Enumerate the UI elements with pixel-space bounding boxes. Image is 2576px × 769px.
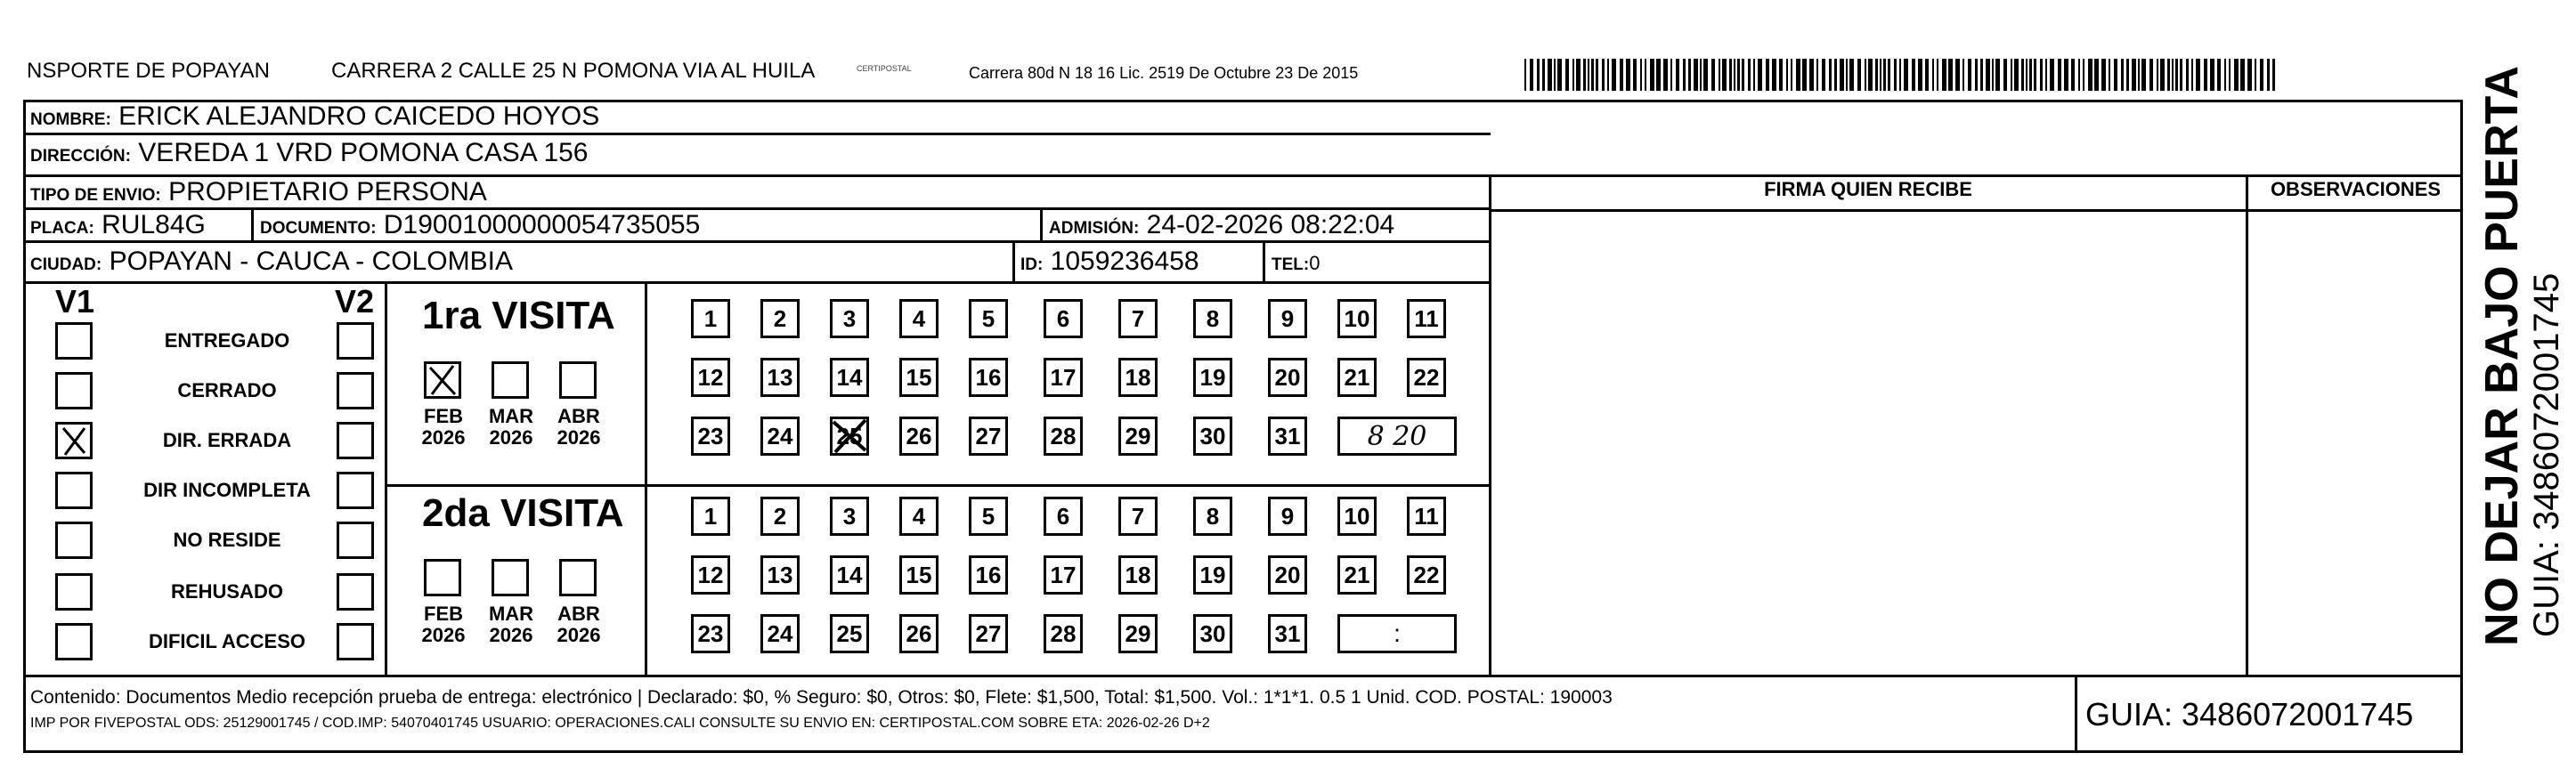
footer-imp: IMP POR FIVEPOSTAL ODS: 25129001745 / COD.IMP: 54070401745 USUARIO: OPERACIONES.CALI CONSULTE SU ENVIO EN: CERTIPOSTAL.COM SOBRE ETA: 2026-02-26 D+2 bbox=[30, 716, 1210, 731]
barcode-bar bbox=[1948, 59, 1953, 91]
first-visit-day-8[interactable]: 8 bbox=[1193, 299, 1232, 338]
ciudad-row bbox=[30, 247, 513, 277]
second-visit-day-9[interactable]: 9 bbox=[1268, 497, 1307, 536]
barcode-bar bbox=[1734, 59, 1735, 91]
side-guia: GUIA: 3486072001745 bbox=[2527, 272, 2566, 637]
barcode-bar bbox=[1694, 59, 1698, 91]
first-visit-day-9[interactable]: 9 bbox=[1268, 299, 1307, 338]
second-visit-day-3[interactable]: 3 bbox=[830, 497, 869, 536]
admision-row bbox=[1049, 210, 1394, 240]
second-visit-day-1[interactable]: 1 bbox=[691, 497, 730, 536]
barcode-bar bbox=[2240, 59, 2245, 91]
barcode-bar bbox=[2217, 59, 2221, 91]
first-visit-month-label-feb bbox=[417, 406, 470, 449]
second-visit-day-10[interactable]: 10 bbox=[1337, 497, 1377, 536]
first-visit-month-checkbox-feb[interactable] bbox=[424, 361, 461, 399]
barcode-bar bbox=[1645, 59, 1646, 91]
second-visit-day-6[interactable]: 6 bbox=[1044, 497, 1083, 536]
barcode-bar bbox=[2034, 59, 2036, 91]
barcode-bar bbox=[1719, 59, 1720, 91]
barcode-bar bbox=[2058, 59, 2061, 91]
second-visit-day-26[interactable]: 26 bbox=[899, 614, 939, 653]
direccion-row bbox=[30, 138, 589, 168]
barcode-bar bbox=[1766, 59, 1769, 91]
status-option-rehusado: REHUSADO bbox=[171, 580, 283, 603]
barcode-bar bbox=[2191, 59, 2193, 91]
certipostal-logo: CERTIPOSTAL bbox=[857, 64, 912, 73]
barcode-bar bbox=[1758, 59, 1762, 91]
first-visit-day-28[interactable]: 28 bbox=[1044, 417, 1083, 456]
barcode-bar bbox=[1524, 59, 1526, 91]
first-visit-day-15[interactable]: 15 bbox=[899, 358, 939, 397]
barcode-bar bbox=[2160, 59, 2165, 91]
first-visit-month-label-mar bbox=[484, 406, 538, 449]
id-value: 1059236458 bbox=[1050, 247, 1199, 276]
second-visit-day-25[interactable]: 25 bbox=[830, 614, 869, 653]
first-visit-day-16[interactable]: 16 bbox=[969, 358, 1008, 397]
second-visit-month-checkbox-mar[interactable] bbox=[492, 559, 529, 596]
barcode-bar bbox=[2003, 59, 2007, 91]
barcode-bar bbox=[1925, 59, 1929, 91]
first-visit-day-31[interactable]: 31 bbox=[1268, 417, 1307, 456]
barcode-bar bbox=[2109, 59, 2110, 91]
barcode-bar bbox=[2014, 59, 2019, 91]
barcode-bar bbox=[1932, 59, 1934, 91]
tipo-value: PROPIETARIO PERSONA bbox=[168, 177, 487, 206]
month-year: 2026 bbox=[489, 426, 533, 449]
barcode-bar bbox=[2175, 59, 2178, 91]
barcode-bar bbox=[1779, 59, 1783, 91]
placa-label: PLACA: bbox=[30, 219, 94, 238]
month-year: 2026 bbox=[557, 624, 601, 646]
barcode-bar bbox=[1670, 59, 1672, 91]
barcode-bar bbox=[2149, 59, 2153, 91]
month-year: 2026 bbox=[489, 624, 533, 646]
first-visit-day-21[interactable]: 21 bbox=[1337, 358, 1377, 397]
month-name: MAR bbox=[488, 603, 534, 625]
v1-checkbox-entregado[interactable] bbox=[55, 322, 93, 360]
company-address: CARRERA 2 CALLE 25 N POMONA VIA AL HUILA bbox=[331, 59, 816, 83]
barcode-bar bbox=[1955, 59, 1960, 91]
v2-checkbox-dir-incompleta[interactable] bbox=[337, 472, 374, 509]
barcode-bar bbox=[1809, 59, 1814, 91]
first-visit-day-22[interactable]: 22 bbox=[1407, 358, 1446, 397]
barcode-bar bbox=[1640, 59, 1642, 91]
barcode-bar bbox=[2180, 59, 2182, 91]
second-visit-day-14[interactable]: 14 bbox=[830, 555, 869, 595]
first-visit-day-4[interactable]: 4 bbox=[899, 299, 939, 338]
cross-mark-icon bbox=[830, 417, 869, 456]
v1-checkbox-cerrado[interactable] bbox=[55, 372, 93, 409]
barcode-bar bbox=[2141, 59, 2146, 91]
first-visit-time-box[interactable]: 8 20 bbox=[1337, 417, 1457, 456]
barcode-bar bbox=[2040, 59, 2043, 91]
second-visit-day-2[interactable]: 2 bbox=[760, 497, 800, 536]
v2-checkbox-entregado[interactable] bbox=[337, 322, 374, 360]
barcode-bar bbox=[2126, 59, 2129, 91]
barcode-bar bbox=[1880, 59, 1881, 91]
barcode-bar bbox=[1576, 59, 1581, 91]
first-visit-day-26[interactable]: 26 bbox=[899, 417, 939, 456]
barcode-bar bbox=[1650, 59, 1654, 91]
barcode-bar bbox=[1633, 59, 1637, 91]
second-visit-day-18[interactable]: 18 bbox=[1118, 555, 1158, 595]
nombre-row bbox=[30, 101, 599, 132]
second-visit-day-22[interactable]: 22 bbox=[1407, 555, 1446, 595]
v1-label: V1 bbox=[55, 283, 95, 320]
barcode-bar bbox=[1772, 59, 1776, 91]
barcode-bar bbox=[1596, 59, 1598, 91]
footer-contenido: Contenido: Documentos Medio recepción prueba de entrega: electrónico | Declarado: $0, % Seguro: $0, Otros: $0, Flete: $1,500, Total: $1,500. Vol.: 1*1*1. 0.5 1 Unid. COD. POSTAL: 190003 bbox=[30, 687, 1613, 708]
barcode-bar bbox=[1992, 59, 1994, 91]
second-visit-day-27[interactable]: 27 bbox=[969, 614, 1008, 653]
documento-label: DOCUMENTO: bbox=[260, 219, 377, 238]
barcode-bar bbox=[1737, 59, 1740, 91]
second-visit-title: 2da VISITA bbox=[422, 491, 624, 535]
second-visit-day-15[interactable]: 15 bbox=[899, 555, 939, 595]
barcode-bar bbox=[2196, 59, 2200, 91]
month-year: 2026 bbox=[557, 426, 601, 449]
barcode-bar bbox=[2050, 59, 2054, 91]
placa-row bbox=[30, 210, 206, 240]
first-visit-day-17[interactable]: 17 bbox=[1044, 358, 1083, 397]
barcode-bar bbox=[1557, 59, 1562, 91]
barcode-bar bbox=[1688, 59, 1691, 91]
second-visit-month-checkbox-feb[interactable] bbox=[424, 559, 461, 596]
barcode-bar bbox=[2114, 59, 2117, 91]
barcode-bar bbox=[1583, 59, 1586, 91]
barcode-bar bbox=[1537, 59, 1540, 91]
barcode-bar bbox=[2011, 59, 2012, 91]
admision-value: 24-02-2026 08:22:04 bbox=[1146, 210, 1395, 239]
barcode-bar bbox=[1565, 59, 1569, 91]
barcode-bar bbox=[1711, 59, 1715, 91]
barcode-bar bbox=[2267, 59, 2270, 91]
v1-checkbox-dificil-acceso[interactable] bbox=[55, 623, 93, 660]
barcode-bar bbox=[1883, 59, 1886, 91]
id-row bbox=[1020, 247, 1199, 277]
first-visit-day-25[interactable]: 25 bbox=[830, 417, 869, 456]
barcode-bar bbox=[1918, 59, 1922, 91]
first-visit-day-2[interactable]: 2 bbox=[760, 299, 800, 338]
status-option-dir-errada: DIR. ERRADA bbox=[162, 429, 292, 451]
license-text: Carrera 80d N 18 16 Lic. 2519 De Octubre 23 De 2015 bbox=[969, 64, 1359, 82]
barcode-bar bbox=[1748, 59, 1751, 91]
placa-value: RUL84G bbox=[102, 210, 206, 239]
barcode bbox=[1524, 59, 2281, 93]
admision-label: ADMISIÓN: bbox=[1049, 219, 1140, 238]
barcode-bar bbox=[2101, 59, 2106, 91]
second-visit-day-24[interactable]: 24 bbox=[760, 614, 800, 653]
v2-checkbox-no-reside[interactable] bbox=[337, 522, 374, 559]
second-visit-day-31[interactable]: 31 bbox=[1268, 614, 1307, 653]
barcode-bar bbox=[1912, 59, 1915, 91]
barcode-bar bbox=[1729, 59, 1732, 91]
barcode-bar bbox=[1937, 59, 1938, 91]
barcode-bar bbox=[1683, 59, 1686, 91]
barcode-bar bbox=[2204, 59, 2207, 91]
barcode-bar bbox=[2083, 59, 2084, 91]
barcode-bar bbox=[1742, 59, 1744, 91]
barcode-bar bbox=[2045, 59, 2047, 91]
barcode-bar bbox=[1840, 59, 1844, 91]
first-visit-day-1[interactable]: 1 bbox=[691, 299, 730, 338]
status-option-no-reside: NO RESIDE bbox=[173, 529, 281, 551]
second-visit-month-checkbox-abr[interactable] bbox=[559, 559, 597, 596]
ciudad-label: CIUDAD: bbox=[30, 255, 102, 274]
v2-checkbox-cerrado[interactable] bbox=[337, 372, 374, 409]
first-visit-day-18[interactable]: 18 bbox=[1118, 358, 1158, 397]
second-visit-day-20[interactable]: 20 bbox=[1268, 555, 1307, 595]
v1-checkbox-dir-incompleta[interactable] bbox=[55, 472, 93, 509]
barcode-bar bbox=[2210, 59, 2214, 91]
barcode-bar bbox=[1986, 59, 1990, 91]
month-name: MAR bbox=[488, 405, 534, 427]
second-visit-day-29[interactable]: 29 bbox=[1118, 614, 1158, 653]
v1-checkbox-no-reside[interactable] bbox=[55, 522, 93, 559]
firma-header: FIRMA QUIEN RECIBE bbox=[1764, 178, 1972, 200]
barcode-bar bbox=[1849, 59, 1854, 91]
barcode-bar bbox=[2272, 59, 2275, 91]
first-visit-day-7[interactable]: 7 bbox=[1118, 299, 1158, 338]
first-visit-day-5[interactable]: 5 bbox=[969, 299, 1008, 338]
nombre-value: ERICK ALEJANDRO CAICEDO HOYOS bbox=[118, 101, 600, 131]
barcode-bar bbox=[2234, 59, 2239, 91]
tel-label: TEL: bbox=[1272, 255, 1310, 274]
barcode-bar bbox=[1829, 59, 1832, 91]
first-visit-day-30[interactable]: 30 bbox=[1193, 417, 1232, 456]
first-visit-month-checkbox-abr[interactable] bbox=[559, 361, 597, 399]
second-visit-day-7[interactable]: 7 bbox=[1118, 497, 1158, 536]
v2-checkbox-dir-errada[interactable] bbox=[337, 422, 374, 459]
barcode-bar bbox=[2247, 59, 2252, 91]
check-mark-icon bbox=[427, 364, 459, 396]
barcode-bar bbox=[1612, 59, 1616, 91]
tipo-label: TIPO DE ENVIO: bbox=[30, 186, 161, 205]
guia-number: GUIA: 3486072001745 bbox=[2085, 696, 2414, 733]
barcode-bar bbox=[2064, 59, 2068, 91]
v1-checkbox-rehusado[interactable] bbox=[55, 573, 93, 611]
second-visit-day-8[interactable]: 8 bbox=[1193, 497, 1232, 536]
month-name: ABR bbox=[557, 603, 600, 625]
second-visit-day-17[interactable]: 17 bbox=[1044, 555, 1083, 595]
v2-label: V2 bbox=[335, 283, 375, 320]
barcode-bar bbox=[2121, 59, 2124, 91]
first-visit-month-label-abr bbox=[552, 406, 605, 449]
second-visit-day-11[interactable]: 11 bbox=[1407, 497, 1446, 536]
v2-checkbox-rehusado[interactable] bbox=[337, 573, 374, 611]
check-mark-icon bbox=[58, 425, 90, 457]
first-visit-day-24[interactable]: 24 bbox=[760, 417, 800, 456]
first-visit-day-3[interactable]: 3 bbox=[830, 299, 869, 338]
company-name: NSPORTE DE POPAYAN bbox=[27, 59, 270, 83]
second-visit-day-30[interactable]: 30 bbox=[1193, 614, 1232, 653]
status-option-dir-incompleta: DIR INCOMPLETA bbox=[143, 479, 311, 501]
first-visit-day-10[interactable]: 10 bbox=[1337, 299, 1377, 338]
tel-row bbox=[1272, 252, 1320, 275]
no-dejar-warning: NO DEJAR BAJO PUERTA bbox=[2476, 65, 2528, 646]
second-visit-month-label-mar bbox=[484, 603, 538, 646]
barcode-bar bbox=[1548, 59, 1552, 91]
tel-value: 0 bbox=[1309, 252, 1321, 274]
second-visit-day-13[interactable]: 13 bbox=[760, 555, 800, 595]
barcode-bar bbox=[1530, 59, 1533, 91]
second-visit-day-12[interactable]: 12 bbox=[691, 555, 730, 595]
barcode-bar bbox=[2224, 59, 2226, 91]
tipo-row bbox=[30, 177, 487, 207]
barcode-bar bbox=[1620, 59, 1623, 91]
v1-checkbox-dir-errada[interactable] bbox=[55, 422, 93, 459]
month-name: ABR bbox=[557, 405, 600, 427]
barcode-bar bbox=[1894, 59, 1897, 91]
second-visit-day-5[interactable]: 5 bbox=[969, 497, 1008, 536]
status-option-dificil-acceso: DIFICIL ACCESO bbox=[148, 630, 305, 652]
first-visit-day-14[interactable]: 14 bbox=[830, 358, 869, 397]
first-visit-title: 1ra VISITA bbox=[422, 294, 615, 337]
barcode-bar bbox=[2026, 59, 2027, 91]
barcode-bar bbox=[2157, 59, 2158, 91]
barcode-bar bbox=[1786, 59, 1788, 91]
month-year: 2026 bbox=[421, 426, 466, 449]
month-name: FEB bbox=[424, 405, 463, 427]
barcode-bar bbox=[1607, 59, 1609, 91]
status-option-entregado: ENTREGADO bbox=[164, 329, 290, 352]
first-visit-day-23[interactable]: 23 bbox=[691, 417, 730, 456]
direccion-label: DIRECCIÓN: bbox=[30, 147, 131, 166]
barcode-bar bbox=[2255, 59, 2256, 91]
barcode-bar bbox=[2172, 59, 2174, 91]
first-visit-day-12[interactable]: 12 bbox=[691, 358, 730, 397]
barcode-bar bbox=[2229, 59, 2231, 91]
second-visit-day-28[interactable]: 28 bbox=[1044, 614, 1083, 653]
second-visit-day-19[interactable]: 19 bbox=[1193, 555, 1232, 595]
barcode-bar bbox=[2260, 59, 2263, 91]
barcode-bar bbox=[1968, 59, 1971, 91]
barcode-bar bbox=[1822, 59, 1825, 91]
first-visit-day-6[interactable]: 6 bbox=[1044, 299, 1083, 338]
barcode-bar bbox=[1700, 59, 1702, 91]
status-option-cerrado: CERRADO bbox=[177, 379, 277, 401]
barcode-bar bbox=[2132, 59, 2136, 91]
second-visit-month-label-abr bbox=[552, 603, 605, 646]
barcode-bar bbox=[1962, 59, 1964, 91]
barcode-bar bbox=[1846, 59, 1848, 91]
barcode-bar bbox=[1865, 59, 1866, 91]
barcode-bar bbox=[1942, 59, 1946, 91]
barcode-bar bbox=[1857, 59, 1861, 91]
direccion-value: VEREDA 1 VRD POMONA CASA 156 bbox=[138, 138, 589, 167]
barcode-bar bbox=[1888, 59, 1890, 91]
second-visit-day-21[interactable]: 21 bbox=[1337, 555, 1377, 595]
barcode-bar bbox=[2021, 59, 2024, 91]
barcode-bar bbox=[1868, 59, 1873, 91]
ciudad-value: POPAYAN - CAUCA - COLOMBIA bbox=[109, 247, 513, 276]
barcode-bar bbox=[1626, 59, 1630, 91]
v2-checkbox-dificil-acceso[interactable] bbox=[337, 623, 374, 660]
first-visit-day-19[interactable]: 19 bbox=[1193, 358, 1232, 397]
second-visit-day-4[interactable]: 4 bbox=[899, 497, 939, 536]
first-visit-day-20[interactable]: 20 bbox=[1268, 358, 1307, 397]
second-visit-time-box[interactable]: : bbox=[1337, 614, 1457, 653]
second-visit-day-16[interactable]: 16 bbox=[969, 555, 1008, 595]
barcode-bar bbox=[1663, 59, 1668, 91]
first-visit-month-checkbox-mar[interactable] bbox=[492, 361, 529, 399]
documento-value: D19001000000054735055 bbox=[383, 210, 701, 239]
barcode-bar bbox=[1995, 59, 2000, 91]
barcode-bar bbox=[2094, 59, 2099, 91]
documento-row bbox=[260, 210, 700, 240]
barcode-bar bbox=[2167, 59, 2170, 91]
barcode-bar bbox=[2078, 59, 2080, 91]
barcode-bar bbox=[2088, 59, 2092, 91]
barcode-bar bbox=[2186, 59, 2189, 91]
barcode-bar bbox=[1656, 59, 1661, 91]
barcode-bar bbox=[1899, 59, 1901, 91]
barcode-bar bbox=[1588, 59, 1589, 91]
barcode-bar bbox=[1554, 59, 1556, 91]
first-visit-day-29[interactable]: 29 bbox=[1118, 417, 1158, 456]
barcode-bar bbox=[1703, 59, 1708, 91]
barcode-bar bbox=[2071, 59, 2075, 91]
barcode-bar bbox=[1602, 59, 1605, 91]
barcode-bar bbox=[1591, 59, 1594, 91]
second-visit-month-label-feb bbox=[417, 603, 470, 646]
barcode-bar bbox=[1975, 59, 1978, 91]
nombre-label: NOMBRE: bbox=[30, 110, 111, 129]
barcode-bar bbox=[1676, 59, 1679, 91]
barcode-bar bbox=[1791, 59, 1792, 91]
barcode-bar bbox=[1980, 59, 1983, 91]
observaciones-header: OBSERVACIONES bbox=[2270, 178, 2442, 200]
barcode-bar bbox=[1796, 59, 1800, 91]
barcode-bar bbox=[1875, 59, 1878, 91]
first-visit-day-13[interactable]: 13 bbox=[760, 358, 800, 397]
month-name: FEB bbox=[424, 603, 463, 625]
first-visit-day-27[interactable]: 27 bbox=[969, 417, 1008, 456]
barcode-bar bbox=[1722, 59, 1727, 91]
id-label: ID: bbox=[1020, 255, 1044, 274]
second-visit-day-23[interactable]: 23 bbox=[691, 614, 730, 653]
barcode-bar bbox=[1572, 59, 1574, 91]
barcode-bar bbox=[2029, 59, 2032, 91]
first-visit-day-11[interactable]: 11 bbox=[1407, 299, 1446, 338]
barcode-bar bbox=[1904, 59, 1908, 91]
barcode-bar bbox=[1542, 59, 1545, 91]
month-year: 2026 bbox=[421, 624, 466, 646]
barcode-bar bbox=[1802, 59, 1807, 91]
barcode-bar bbox=[1753, 59, 1755, 91]
barcode-bar bbox=[1834, 59, 1837, 91]
barcode-bar bbox=[1816, 59, 1818, 91]
barcode-bar bbox=[2138, 59, 2140, 91]
